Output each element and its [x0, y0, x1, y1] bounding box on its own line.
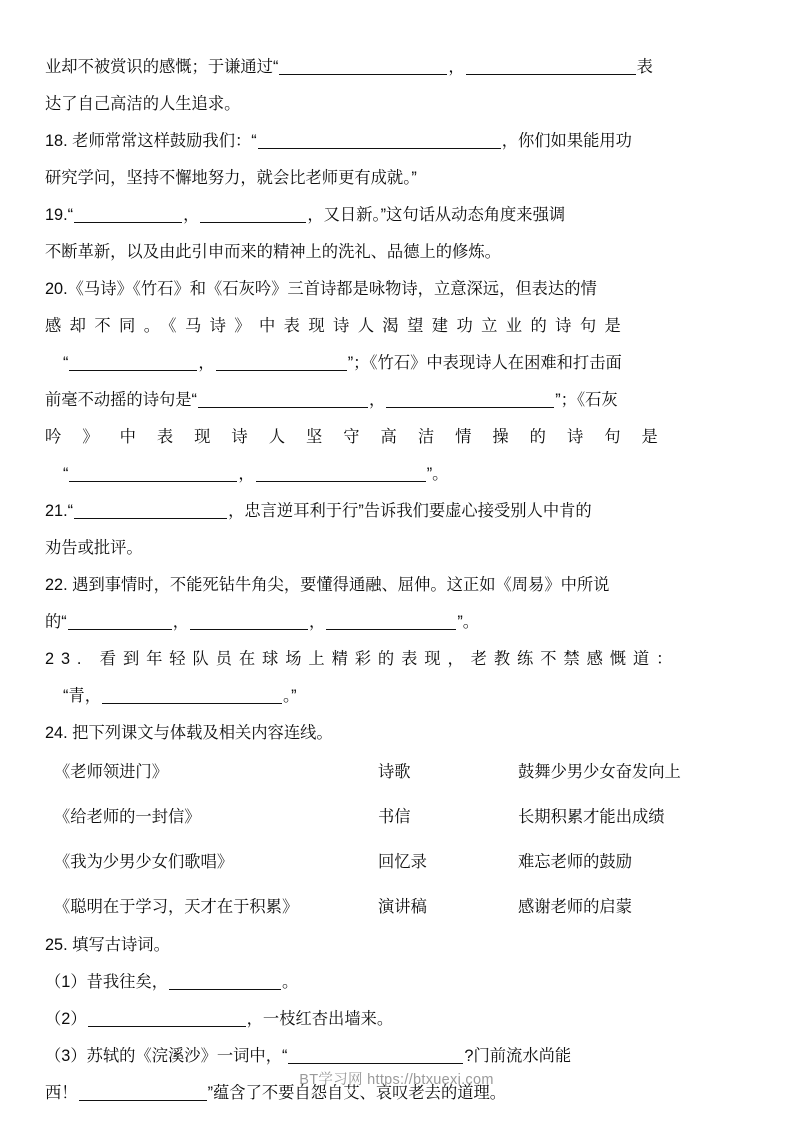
- answer-blank[interactable]: [198, 392, 368, 408]
- answer-blank[interactable]: [258, 133, 501, 149]
- line-text: 感却不同。《马诗》中表现诗人渴望建功立业的诗句是: [45, 317, 630, 335]
- question-24-title: [45, 723, 333, 743]
- answer-blank[interactable]: [288, 1048, 463, 1064]
- answer-blank[interactable]: [326, 614, 456, 630]
- line-text: 24. 把下列课文与体载及相关内容连线。: [45, 724, 333, 742]
- matching-genre-item[interactable]: 诗歌: [378, 763, 411, 781]
- line-text: 表: [636, 58, 653, 76]
- line-punct: ，: [448, 58, 465, 76]
- question-20-line-3: [63, 353, 622, 373]
- line-punct: ，: [309, 613, 326, 631]
- question-22-line-2: [45, 612, 479, 632]
- line-text: 22. 遇到事情时，不能死钻牛角尖，要懂得通融、屈伸。这正如《周易》中所说: [45, 576, 610, 594]
- answer-blank[interactable]: [102, 688, 282, 704]
- line-text: 19.“: [45, 206, 74, 224]
- matching-text-item[interactable]: 《我为少男少女们歌唱》: [54, 853, 234, 871]
- answer-blank[interactable]: [69, 355, 197, 371]
- question-21-line-1: [45, 501, 592, 521]
- line-text: 劝告或批评。: [45, 539, 143, 557]
- line-text: 23. 看到年轻队员在球场上精彩的表现，老教练不禁感慨道：: [45, 650, 680, 668]
- line-punct: ，: [198, 354, 215, 372]
- line-text: （2）: [45, 1010, 87, 1028]
- line-quote: “: [63, 465, 69, 483]
- answer-blank[interactable]: [256, 466, 426, 482]
- question-25-item-2: [45, 1009, 393, 1029]
- line-text: 21.“: [45, 502, 74, 520]
- matching-content-item[interactable]: 长期积累才能出成绩: [518, 808, 665, 826]
- question-25-item-3-line-1: [45, 1046, 571, 1066]
- answer-blank[interactable]: [69, 466, 237, 482]
- question-23-line-1: [45, 649, 750, 669]
- line-text: ，忠言逆耳利于行”告诉我们要虚心接受别人中肯的: [228, 502, 592, 520]
- answer-blank[interactable]: [74, 503, 227, 519]
- line-text: “青，: [63, 687, 101, 705]
- line-text: 20.《马诗》《竹石》和《石灰吟》三首诗都是咏物诗，立意深远，但表达的情: [45, 280, 597, 298]
- line-text: 研究学问，坚持不懈地努力，就会比老师更有成就。”: [45, 169, 417, 187]
- line-text: ，又日新。”这句话从动态角度来强调: [307, 206, 566, 224]
- answer-blank[interactable]: [386, 392, 554, 408]
- matching-genre-item[interactable]: 书信: [378, 808, 411, 826]
- answer-blank[interactable]: [68, 614, 172, 630]
- paragraph-line: [45, 57, 653, 77]
- line-text: （3）苏轼的《浣溪沙》一词中，“: [45, 1047, 288, 1065]
- line-text: ?门前流水尚能: [464, 1047, 572, 1065]
- question-20-line-6: [63, 464, 448, 484]
- line-text: 25. 填写古诗词。: [45, 936, 170, 954]
- answer-blank[interactable]: [88, 1011, 246, 1027]
- answer-blank[interactable]: [216, 355, 347, 371]
- line-text: 前毫不动摇的诗句是“: [45, 391, 197, 409]
- answer-blank[interactable]: [279, 59, 447, 75]
- question-18-line-1: [45, 131, 632, 151]
- line-text: ”；《石灰: [555, 391, 618, 409]
- answer-blank[interactable]: [169, 974, 281, 990]
- line-text: 西！: [45, 1084, 78, 1102]
- matching-text-item[interactable]: 《给老师的一封信》: [54, 808, 201, 826]
- matching-text-item[interactable]: 《老师领进门》: [54, 763, 168, 781]
- question-23-line-2: [63, 686, 297, 706]
- line-text: 。”: [283, 687, 297, 705]
- question-25-title: [45, 935, 170, 955]
- matching-genre-item[interactable]: 回忆录: [378, 853, 427, 871]
- answer-blank[interactable]: [200, 207, 306, 223]
- line-text: 的“: [45, 613, 67, 631]
- line-punct: ，: [172, 613, 190, 631]
- question-20-line-2: [45, 316, 750, 336]
- matching-content-item[interactable]: 感谢老师的启蒙: [518, 898, 632, 916]
- line-quote: “: [63, 354, 69, 372]
- line-text: 达了自己高洁的人生追求。: [45, 95, 241, 113]
- line-text: （1）昔我往矣，: [45, 973, 169, 991]
- question-20-line-5: [45, 427, 750, 447]
- paragraph-line: [45, 94, 240, 114]
- line-text: 业却不被赏识的感慨；于谦通过“: [45, 58, 279, 76]
- answer-blank[interactable]: [190, 614, 308, 630]
- line-text: 不断革新，以及由此引申而来的精神上的洗礼、品德上的修炼。: [45, 243, 501, 261]
- line-punct: ，: [183, 206, 200, 224]
- question-20-line-4: [45, 390, 618, 410]
- answer-blank[interactable]: [466, 59, 636, 75]
- matching-content-item[interactable]: 鼓舞少男少女奋发向上: [518, 763, 681, 781]
- question-19-line-2: [45, 242, 501, 262]
- line-punct: 。: [282, 973, 299, 991]
- line-text: ”。: [426, 465, 449, 483]
- line-text: ”。: [457, 613, 480, 631]
- question-21-line-2: [45, 538, 143, 558]
- question-19-line-1: [45, 205, 565, 225]
- line-text: ”蕴含了不要自怨自艾、哀叹老去的道理。: [207, 1084, 507, 1102]
- line-punct: ，: [238, 465, 255, 483]
- question-25-item-1: [45, 972, 298, 992]
- matching-genre-item[interactable]: 演讲稿: [378, 898, 427, 916]
- line-text: 吟》中表现诗人坚守高洁情操的诗句是: [45, 428, 679, 446]
- question-18-line-2: [45, 168, 417, 188]
- question-22-line-1: [45, 575, 609, 595]
- matching-text-item[interactable]: 《聪明在于学习，天才在于积累》: [54, 898, 299, 916]
- site-watermark: BT学习网 https://btxuexi.com: [299, 1072, 494, 1088]
- line-text: 18. 老师常常这样鼓励我们：“: [45, 132, 257, 150]
- line-text: ，你们如果能用功: [501, 132, 632, 150]
- line-punct: ，: [368, 391, 386, 409]
- question-20-line-1: [45, 279, 597, 299]
- line-text: ，一枝红杏出墙来。: [246, 1010, 394, 1028]
- matching-content-item[interactable]: 难忘老师的鼓励: [518, 853, 632, 871]
- line-text: ”；《竹石》中表现诗人在困难和打击面: [347, 354, 622, 372]
- answer-blank[interactable]: [74, 207, 182, 223]
